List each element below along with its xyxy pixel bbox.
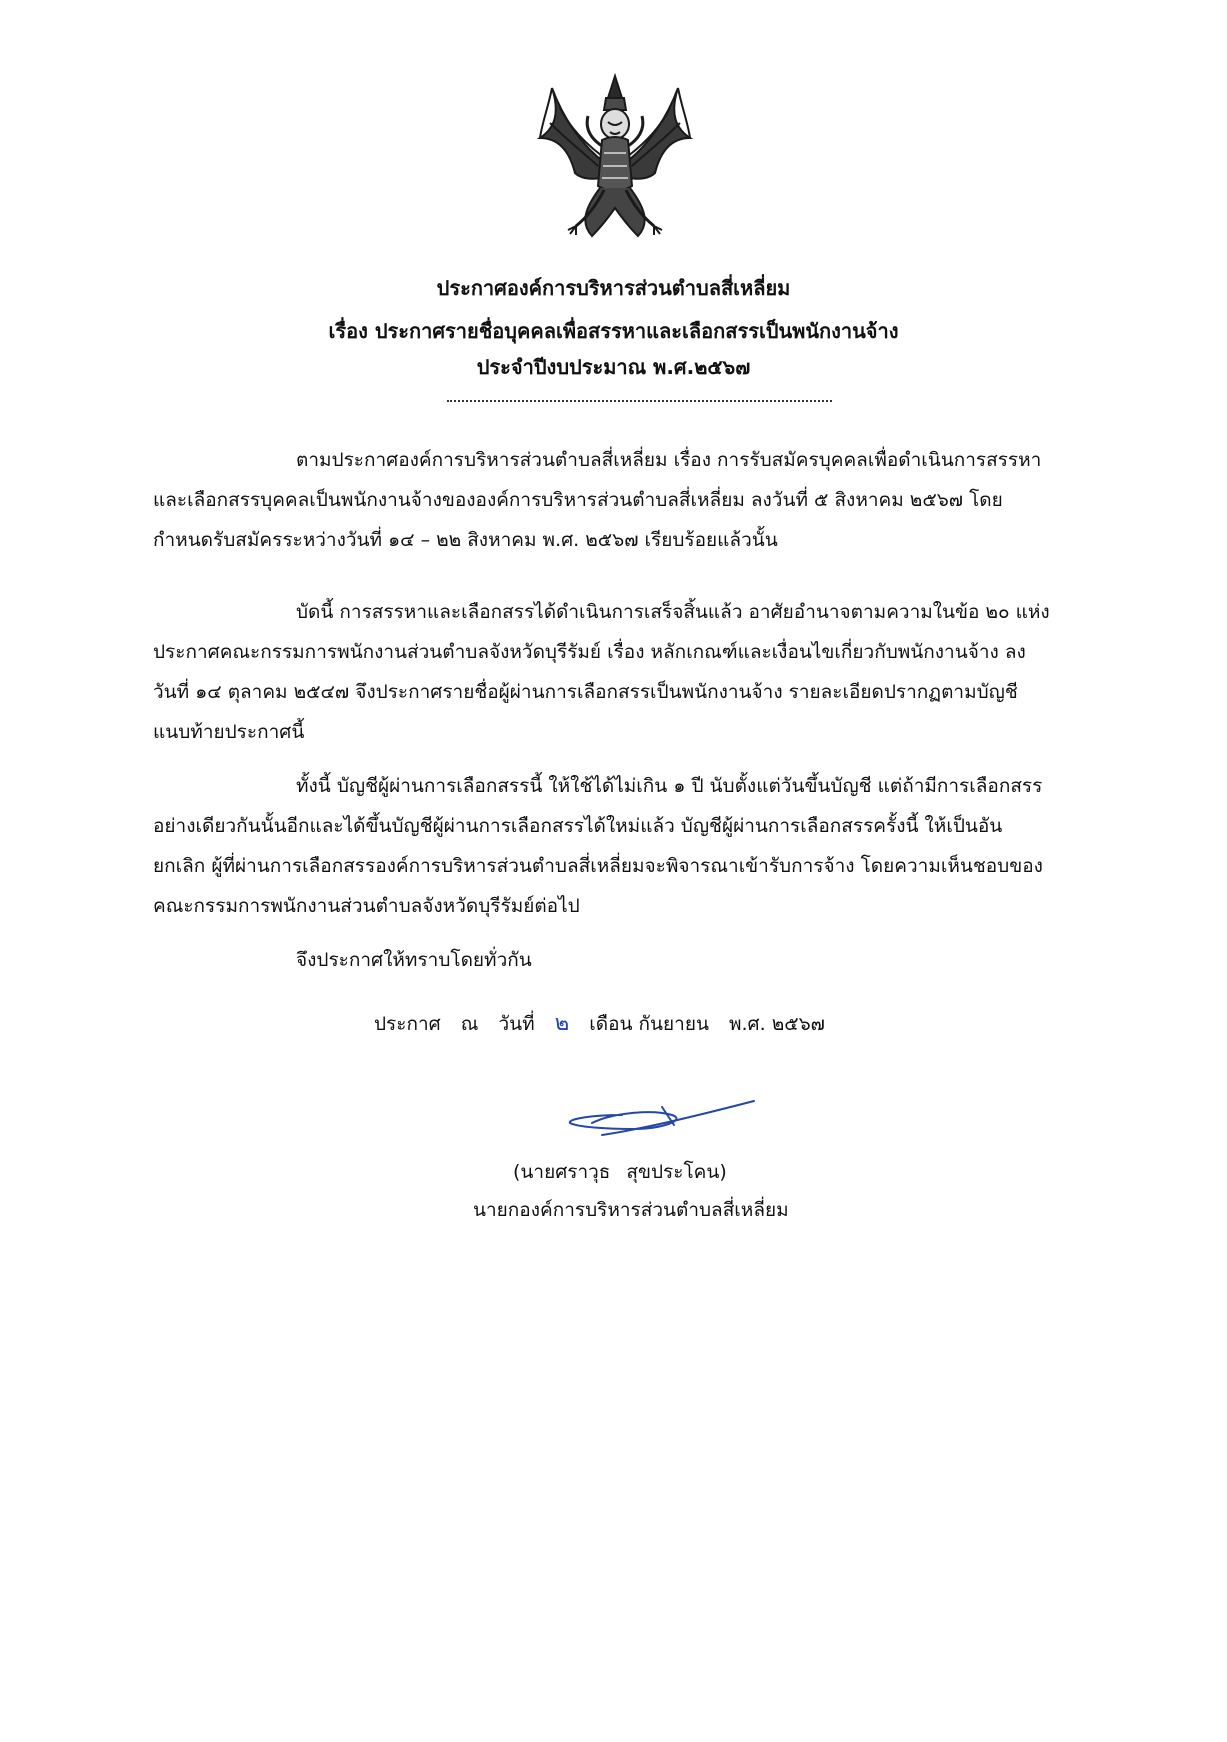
announcement-title: ประกาศองค์การบริหารส่วนตำบลสี่เหลี่ยม — [436, 276, 791, 300]
fiscal-year-line: ประจำปีงบประมาณ พ.ศ.๒๕๖๗ — [476, 355, 751, 379]
paragraph-line: บัดนี้ การสรรหาและเลือกสรรได้ดำเนินการเสร็จสิ้นแล้ว อาศัยอำนาจตามความในข้อ ๒๐ แห่ง — [296, 601, 1050, 623]
paragraph-line: คณะกรรมการพนักงานส่วนตำบลจังหวัดบุรีรัมย์ต่อไป — [153, 895, 580, 917]
date-year: พ.ศ. ๒๕๖๗ — [728, 1013, 825, 1035]
signatory-name — [513, 1157, 727, 1187]
date-at: ณ — [460, 1013, 479, 1035]
date-prefix: ประกาศ — [374, 1013, 441, 1035]
paragraph-1 — [153, 440, 1083, 560]
date-month: เดือน กันยายน — [589, 1013, 709, 1035]
signature-scribble — [562, 1095, 757, 1150]
paragraph-line: กำหนดรับสมัครระหว่างวันที่ ๑๔ – ๒๒ สิงหาคม พ.ศ. ๒๕๖๗ เรียบร้อยแล้วนั้น — [153, 529, 778, 551]
paragraph-line: ตามประกาศองค์การบริหารส่วนตำบลสี่เหลี่ยม เรื่อง การรับสมัครบุคคลเพื่อดำเนินการสรรหา — [296, 449, 1042, 471]
paragraph-line: แนบท้ายประกาศนี้ — [153, 721, 305, 743]
paragraph-line: และเลือกสรรบุคคลเป็นพนักงานจ้างขององค์การบริหารส่วนตำบลสี่เหลี่ยม ลงวันที่ ๕ สิงหาคม ๒๕๖๗ โดย — [153, 489, 1003, 511]
signatory-first-name: (นายศราวุธ — [513, 1161, 611, 1183]
paragraph-3 — [153, 766, 1083, 926]
handwritten-day: ๒ — [554, 1011, 570, 1036]
paragraph-2 — [153, 592, 1083, 752]
garuda-emblem-icon — [530, 68, 700, 248]
signatory-position: นายกองค์การบริหารส่วนตำบลสี่เหลี่ยม — [473, 1199, 789, 1221]
signatory-last-name: สุขประโคน) — [626, 1161, 727, 1183]
date-day-label: วันที่ — [498, 1013, 535, 1035]
paragraph-line: วันที่ ๑๔ ตุลาคม ๒๕๔๗ จึงประกาศรายชื่อผู้ผ่านการเลือกสรรเป็นพนักงานจ้าง รายละเอียดปรากฏตามบัญชี — [153, 681, 1018, 703]
announcement-subject: เรื่อง ประกาศรายชื่อบุคคลเพื่อสรรหาและเลือกสรรเป็นพนักงานจ้าง — [328, 319, 899, 343]
paragraph-line: อย่างเดียวกันนั้นอีกและได้ขึ้นบัญชีผู้ผ่านการเลือกสรรได้ใหม่แล้ว บัญชีผู้ผ่านการเลือกสรรครั้งนี้ ให้เป็นอัน — [153, 815, 1003, 837]
paragraph-line: ยกเลิก ผู้ที่ผ่านการเลือกสรรองค์การบริหารส่วนตำบลสี่เหลี่ยมจะพิจารณาเข้ารับการจ้าง โดยความเห็นชอบของ — [153, 855, 1043, 877]
announcement-date-line — [374, 1005, 839, 1040]
dotted-separator — [447, 400, 832, 402]
closing-statement: จึงประกาศให้ทราบโดยทั่วกัน — [296, 949, 532, 971]
paragraph-line: ทั้งนี้ บัญชีผู้ผ่านการเลือกสรรนี้ ให้ใช้ได้ไม่เกิน ๑ ปี นับตั้งแต่วันขึ้นบัญชี แต่ถ้ามีการเลือกสรร — [296, 775, 1043, 797]
paragraph-line: ประกาศคณะกรรมการพนักงานส่วนตำบลจังหวัดบุรีรัมย์ เรื่อง หลักเกณฑ์และเงื่อนไขเกี่ยวกับพนักงานจ้าง ลง — [153, 641, 1026, 663]
